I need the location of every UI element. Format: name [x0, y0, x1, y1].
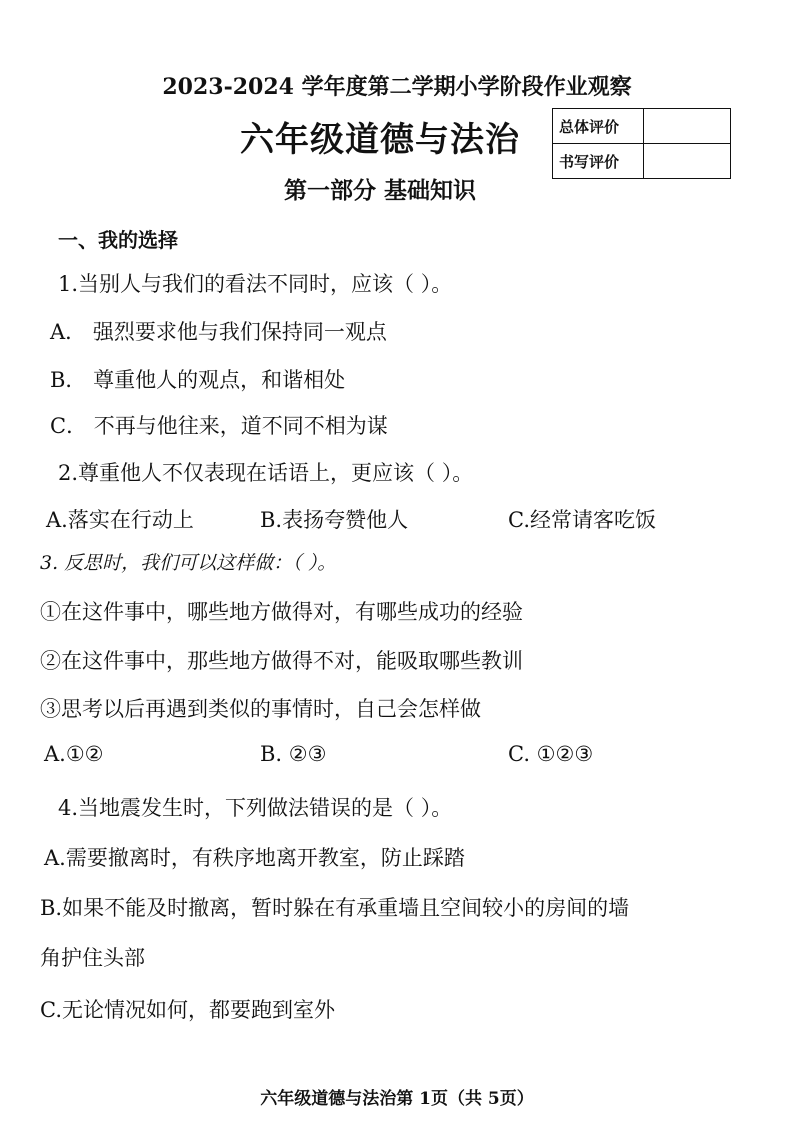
- subject-title: 六年级道德与法治: [240, 120, 520, 160]
- question-3-item-3: ③思考以后再遇到类似的事情时，自己会怎样做: [40, 697, 481, 721]
- question-3-option-a: A.①②: [44, 742, 104, 766]
- question-3-option-c: C. ①②③: [508, 742, 594, 766]
- question-4-option-a: A.需要撤离时，有秩序地离开教室，防止踩踏: [44, 846, 465, 870]
- question-4-option-c: C.无论情况如何，都要跑到室外: [40, 998, 335, 1022]
- evaluation-value-overall[interactable]: [644, 109, 731, 144]
- question-2-option-c: C.经常请客吃饭: [508, 508, 656, 532]
- question-1-option-a: A． 强烈要求他与我们保持同一观点: [50, 320, 387, 344]
- evaluation-row-overall: [553, 109, 731, 144]
- question-4-stem: 4.当地震发生时，下列做法错误的是（ ）。: [58, 796, 453, 820]
- evaluation-table: [552, 108, 731, 179]
- evaluation-label-overall: 总体评价: [553, 109, 644, 144]
- term-title: 2023-2024 学年度第二学期小学阶段作业观察: [162, 74, 632, 100]
- section-title: 一、我的选择: [58, 228, 178, 252]
- question-3-stem: 3. 反思时，我们可以这样做：（ ）。: [40, 552, 337, 574]
- part-title: 第一部分 基础知识: [283, 177, 476, 204]
- question-4-option-b-continued: 角护住头部: [40, 946, 145, 970]
- question-2-option-b: B.表扬夸赞他人: [260, 508, 409, 532]
- page-footer: 六年级道德与法治第 1页（共 5页）: [260, 1089, 534, 1109]
- question-3-item-2: ②在这件事中，那些地方做得不对，能吸取哪些教训: [40, 649, 523, 673]
- question-1-option-c: C． 不再与他往来，道不同不相为谋: [50, 414, 388, 438]
- question-3-option-b: B. ②③: [260, 742, 327, 766]
- question-2-stem: 2.尊重他人不仅表现在话语上，更应该（ ）。: [58, 461, 474, 485]
- question-3-item-1: ①在这件事中，哪些地方做得对，有哪些成功的经验: [40, 600, 523, 624]
- question-1-stem: 1.当别人与我们的看法不同时，应该（ ）。: [58, 272, 453, 296]
- question-2-option-a: A.落实在行动上: [46, 508, 194, 532]
- evaluation-label-writing: 书写评价: [553, 144, 644, 179]
- question-1-option-b: B． 尊重他人的观点，和谐相处: [50, 368, 346, 392]
- question-4-option-b: B.如果不能及时撤离，暂时躲在有承重墙且空间较小的房间的墙: [40, 896, 630, 920]
